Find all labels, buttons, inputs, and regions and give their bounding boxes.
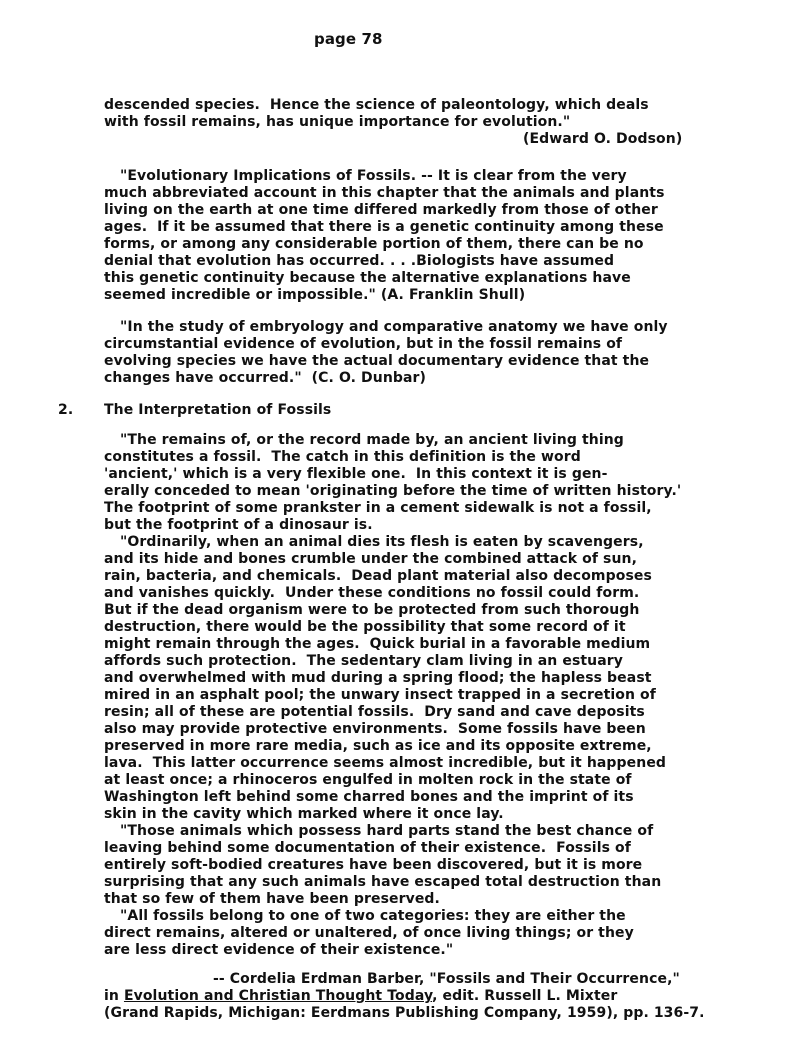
dunbar-quote-line: changes have occurred." (C. O. Dunbar): [104, 370, 427, 386]
body-line: lava. This latter occurrence seems almost incredible, but it happened: [104, 755, 667, 771]
body-line: skin in the cavity which marked where it once lay.: [104, 806, 504, 822]
body-line: entirely soft-bodied creatures have been discovered, but it is more: [104, 857, 643, 873]
book-title: Evolution and Christian Thought Today: [123, 988, 433, 1004]
body-line: The footprint of some prankster in a cement sidewalk is not a fossil,: [104, 500, 652, 516]
shull-quote-line: ages. If it be assumed that there is a genetic continuity among these: [104, 219, 664, 235]
body-line: affords such protection. The sedentary clam living in an estuary: [104, 653, 624, 669]
body-line: also may provide protective environments. Some fossils have been: [104, 721, 646, 737]
body-line: that so few of them have been preserved.: [104, 891, 440, 907]
shull-quote-line: forms, or among any considerable portion of them, there can be no: [104, 236, 644, 252]
body-line: surprising that any such animals have escaped total destruction than: [104, 874, 662, 890]
body-line: preserved in more rare media, such as ice and its opposite extreme,: [104, 738, 652, 754]
dunbar-quote-line: "In the study of embryology and comparative anatomy we have only: [120, 319, 668, 335]
section-heading: The Interpretation of Fossils: [104, 402, 332, 418]
body-line: rain, bacteria, and chemicals. Dead plant material also decomposes: [104, 568, 652, 584]
body-line: "Those animals which possess hard parts stand the best chance of: [120, 823, 654, 839]
citation-book-line: [104, 988, 617, 1005]
citation-editor: , edit. Russell L. Mixter: [432, 988, 618, 1004]
body-line: and its hide and bones crumble under the combined attack of sun,: [104, 551, 637, 567]
body-line: "The remains of, or the record made by, an ancient living thing: [120, 432, 624, 448]
body-line: but the footprint of a dinosaur is.: [104, 517, 373, 533]
citation-prefix: in: [104, 988, 124, 1004]
body-line: and overwhelmed with mud during a spring flood; the hapless beast: [104, 670, 652, 686]
dodson-quote-line: descended species. Hence the science of paleontology, which deals: [104, 97, 649, 113]
dunbar-quote-line: circumstantial evidence of evolution, but in the fossil remains of: [104, 336, 623, 352]
dunbar-quote-line: evolving species we have the actual documentary evidence that the: [104, 353, 650, 369]
body-line: and vanishes quickly. Under these conditions no fossil could form.: [104, 585, 640, 601]
body-line: Washington left behind some charred bones and the imprint of its: [104, 789, 634, 805]
body-line: destruction, there would be the possibility that some record of it: [104, 619, 626, 635]
citation-publisher-line: (Grand Rapids, Michigan: Eerdmans Publishing Company, 1959), pp. 136-7.: [104, 1005, 705, 1021]
body-line: mired in an asphalt pool; the unwary insect trapped in a secretion of: [104, 687, 656, 703]
shull-quote-line: much abbreviated account in this chapter that the animals and plants: [104, 185, 665, 201]
body-line: But if the dead organism were to be protected from such thorough: [104, 602, 640, 618]
shull-quote-line: this genetic continuity because the alternative explanations have: [104, 270, 631, 286]
body-line: resin; all of these are potential fossils. Dry sand and cave deposits: [104, 704, 645, 720]
shull-quote-line: denial that evolution has occurred. . . .Biologists have assumed: [104, 253, 615, 269]
body-line: leaving behind some documentation of their existence. Fossils of: [104, 840, 631, 856]
body-line: "Ordinarily, when an animal dies its flesh is eaten by scavengers,: [120, 534, 644, 550]
body-line: 'ancient,' which is a very flexible one. In this context it is gen-: [104, 466, 608, 482]
body-line: "All fossils belong to one of two categories: they are either the: [120, 908, 626, 924]
section-number: 2.: [58, 402, 74, 418]
body-line: erally conceded to mean 'originating before the time of written history.': [104, 483, 682, 499]
body-line: at least once; a rhinoceros engulfed in molten rock in the state of: [104, 772, 632, 788]
shull-quote-line: seemed incredible or impossible." (A. Franklin Shull): [104, 287, 526, 303]
body-line: constitutes a fossil. The catch in this definition is the word: [104, 449, 581, 465]
body-line: direct remains, altered or unaltered, of once living things; or they: [104, 925, 634, 941]
shull-quote-line: living on the earth at one time differed markedly from those of other: [104, 202, 658, 218]
body-line: might remain through the ages. Quick burial in a favorable medium: [104, 636, 651, 652]
body-line: are less direct evidence of their existence.": [104, 942, 454, 958]
page-number: page 78: [314, 30, 383, 48]
citation-author-line: -- Cordelia Erdman Barber, "Fossils and Their Occurrence,": [213, 971, 680, 987]
shull-quote-line: "Evolutionary Implications of Fossils. -- It is clear from the very: [120, 168, 627, 184]
dodson-attribution: (Edward O. Dodson): [523, 131, 683, 147]
dodson-quote-line: with fossil remains, has unique importance for evolution.": [104, 114, 571, 130]
